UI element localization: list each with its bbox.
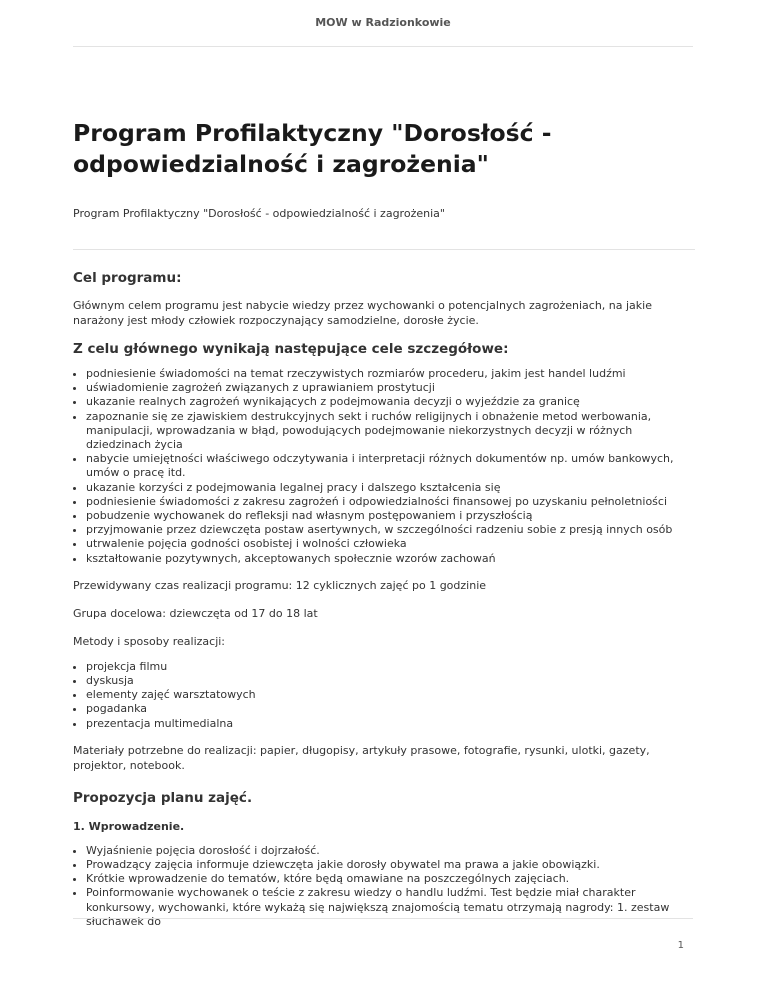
page-title: Program Profilaktyczny "Dorosłość - odpowiedzialność i zagrożenia" bbox=[73, 119, 552, 178]
materials-text: Materiały potrzebne do realizacji: papier, długopisy, artykuły prasowe, fotografie, rysunki, ulotki, gazety, projektor, notebook. bbox=[73, 743, 650, 772]
site-header bbox=[73, 0, 693, 47]
time-text: Przewidywany czas realizacji programu: 12 cyklicznych zajęć po 1 godzinie bbox=[73, 578, 487, 592]
methods-label: Metody i sposoby realizacji: bbox=[73, 634, 226, 648]
list-item: • prezentacja multimedialna bbox=[86, 717, 695, 731]
specific-goals-list bbox=[73, 367, 695, 566]
list-item: • ukazanie realnych zagrożeń wynikających z podejmowania decyzji o wyjeździe za granicę bbox=[86, 395, 695, 409]
list-item: • uświadomienie zagrożeń związanych z uprawianiem prostytucji bbox=[86, 381, 695, 395]
list-item: • elementy zajęć warsztatowych bbox=[86, 688, 695, 702]
list-item: • podniesienie świadomości na temat rzeczywistych rozmiarów procederu, jakim jest handel ludźmi bbox=[86, 367, 695, 381]
list-item: • dyskusja bbox=[86, 674, 695, 688]
divider bbox=[73, 249, 695, 250]
list-item: • Krótkie wprowadzenie do tematów, które będą omawiane na poszczególnych zajęciach. bbox=[86, 872, 695, 886]
document-content bbox=[73, 118, 695, 929]
page-number: 1 bbox=[677, 940, 684, 951]
footer-divider bbox=[73, 918, 693, 919]
specific-goals-heading: Z celu głównego wynikają następujące cele szczegółowe: bbox=[73, 341, 509, 357]
list-item: • podniesienie świadomości z zakresu zagrożeń i odpowiedzialności finansowej po uzyskaniu pełnoletniości bbox=[86, 495, 695, 509]
methods-list bbox=[73, 660, 695, 731]
list-item: • pogadanka bbox=[86, 702, 695, 716]
goal-text: Głównym celem programu jest nabycie wiedzy przez wychowanki o potencjalnych zagrożeniach, na jakie narażony jest młody człowiek rozpoczynający samodzielne, dorosłe życie. bbox=[73, 299, 652, 327]
list-item: • utrwalenie pojęcia godności osobistej i wolności człowieka bbox=[86, 537, 695, 551]
list-item: • ukazanie korzyści z podejmowania legalnej pracy i dalszego kształcenia się bbox=[86, 481, 695, 495]
list-item: • nabycie umiejętności właściwego odczytywania i interpretacji różnych dokumentów np. umów bankowych, umów o pracę itd. bbox=[86, 452, 695, 480]
goal-heading: Cel programu: bbox=[73, 270, 182, 286]
list-item: • przyjmowanie przez dziewczęta postaw asertywnych, w szczególności radzeniu sobie z presją innych osób bbox=[86, 523, 695, 537]
site-name: MOW w Radzionkowie bbox=[315, 16, 451, 29]
list-item: • kształtowanie pozytywnych, akceptowanych społecznie wzorów zachowań bbox=[86, 552, 695, 566]
plan-subheading: 1. Wprowadzenie. bbox=[73, 819, 185, 833]
list-item: • pobudzenie wychowanek do refleksji nad własnym postępowaniem i przyszłością bbox=[86, 509, 695, 523]
group-text: Grupa docelowa: dziewczęta od 17 do 18 lat bbox=[73, 606, 318, 620]
page-subtitle: Program Profilaktyczny "Dorosłość - odpowiedzialność i zagrożenia" bbox=[73, 207, 445, 220]
list-item: • Poinformowanie wychowanek o teście z zakresu wiedzy o handlu ludźmi. Test będzie miał charakter konkursowy, wychowanki, które wykażą się największą znajomością tematu otrzymają nagrody: 1. zestaw słuchawek do bbox=[86, 886, 695, 929]
list-item: • projekcja filmu bbox=[86, 660, 695, 674]
plan-heading: Propozycja planu zajęć. bbox=[73, 789, 253, 806]
list-item: • zapoznanie się ze zjawiskiem destrukcyjnych sekt i ruchów religijnych i obnażenie metod werbowania, manipulacji, wprowadzania w błąd, powodujących podejmowanie niekorzystnych decyzji w różnych dziedzinach życia bbox=[86, 410, 695, 453]
plan-list bbox=[73, 844, 695, 929]
list-item: • Prowadzący zajęcia informuje dziewczęta jakie dorosły obywatel ma prawa a jakie obowiązki. bbox=[86, 858, 695, 872]
list-item: • Wyjaśnienie pojęcia dorosłość i dojrzałość. bbox=[86, 844, 695, 858]
